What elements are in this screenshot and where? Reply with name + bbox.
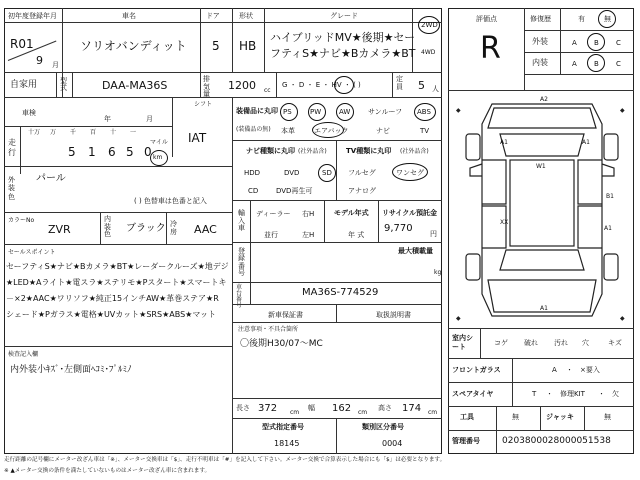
- car-name: ソリオバンディット: [80, 39, 187, 53]
- row-line: [232, 140, 442, 141]
- height-label: 高さ: [378, 404, 392, 412]
- spare-item: ・: [546, 390, 553, 398]
- width-value: 162: [332, 403, 352, 414]
- row-line: [4, 166, 232, 167]
- row-line: [448, 430, 634, 431]
- equip-ps: PS: [283, 108, 292, 116]
- mileage-unit-mile: マイル: [150, 139, 168, 146]
- first-reg-month: 9: [36, 54, 43, 67]
- damage-a1-lower: A1: [604, 225, 612, 232]
- svg-text:◆: ◆: [456, 315, 461, 322]
- drive-4wd: 4WD: [421, 49, 436, 56]
- equip-nav: ナビ: [376, 127, 390, 135]
- col-sep: [276, 72, 277, 97]
- ac-label: 冷房: [170, 220, 177, 237]
- eval-row: [524, 30, 634, 31]
- capacity-unit: 人: [432, 85, 439, 93]
- tools-label: 工具: [460, 413, 474, 421]
- grade-label: グレード: [330, 12, 358, 20]
- int-color-value: ブラック: [126, 223, 166, 234]
- shape-value: HB: [239, 39, 257, 53]
- col-sep: [166, 212, 167, 244]
- int-label: 内装: [532, 58, 548, 67]
- mileage-digit: 6: [108, 145, 116, 159]
- footer-line2: ※ ▲メーター交換の条件を満たしていないものはメーター改ざん車に含まれます。: [4, 468, 211, 474]
- width-label: 幅: [308, 404, 315, 412]
- mileage-unit-label: 一: [130, 129, 137, 136]
- col-sep: [250, 200, 251, 242]
- displacement-label: 排気量: [203, 75, 210, 99]
- interior-item: コゲ: [494, 339, 508, 347]
- nav-hdd: HDD: [244, 169, 261, 177]
- mileage-unit-label: 千: [70, 129, 77, 136]
- col-sep: [496, 406, 497, 454]
- height-unit: cm: [428, 409, 438, 416]
- color-change-note: ( ) 色替車は色番と記入: [134, 197, 207, 205]
- damage-b1: B1: [606, 193, 614, 200]
- first-reg-era: R01: [10, 37, 34, 51]
- model-label: 型式: [60, 77, 67, 92]
- import-parallel: 並行: [264, 231, 278, 239]
- equipment-sub: (装備品の無): [236, 126, 271, 133]
- shift-label: シフト: [194, 101, 213, 108]
- chassis-value: MA36S-774529: [302, 287, 379, 298]
- length-label: 長さ: [236, 404, 250, 412]
- import-label: 輸入車: [238, 209, 245, 233]
- nav-dvd-play: DVD再生可: [276, 187, 313, 195]
- tv-fullseg: フルセグ: [348, 169, 376, 177]
- eval-row: [524, 74, 634, 75]
- length-unit: cm: [290, 409, 300, 416]
- col-sep: [100, 212, 101, 244]
- fuel-options: G ・ D ・ E ・ HV ・ ( ): [282, 81, 361, 89]
- type-no-label: 型式指定番号: [262, 423, 304, 431]
- manual-label: 取扱説明書: [376, 311, 411, 319]
- jack-label: ジャッキ: [546, 413, 574, 421]
- mgmt-label: 管理番号: [452, 437, 480, 445]
- inspector-label: 検査記入欄: [8, 351, 39, 358]
- type-no-value: 18145: [274, 439, 300, 448]
- col-sep: [378, 200, 379, 242]
- front-glass-a: A: [552, 366, 557, 374]
- col-sep: [200, 8, 201, 72]
- col-sep: [336, 418, 337, 454]
- spare-item: T: [532, 390, 537, 398]
- row-line: [232, 200, 442, 201]
- usage-value: 自家用: [10, 80, 38, 90]
- row-line: [232, 282, 442, 283]
- recycle-unit: 円: [430, 230, 437, 238]
- ext-color-value: パール: [36, 173, 66, 184]
- damage-bottom: A1: [540, 305, 548, 312]
- tools-value: 無: [512, 413, 519, 421]
- row-line: [448, 358, 634, 359]
- class-no-value: 0004: [382, 439, 403, 448]
- shift-sep: [172, 97, 173, 157]
- handle-left: 左H: [302, 231, 315, 239]
- shape-label: 形状: [239, 12, 253, 20]
- nav-tv-sep: [336, 140, 337, 200]
- width-unit: cm: [358, 409, 368, 416]
- color-no-label: カラーNo: [8, 217, 35, 224]
- header-divider: [4, 22, 442, 23]
- row-line: [4, 244, 232, 245]
- int-grade-c: C: [616, 60, 621, 68]
- import-dealer: ディーラー: [256, 210, 291, 218]
- equip-pw: PW: [310, 108, 322, 116]
- svg-text:◆: ◆: [620, 107, 625, 114]
- col-sep: [232, 8, 233, 72]
- mileage-unit-label: 十: [110, 129, 117, 136]
- inspection-year: 年: [104, 115, 111, 123]
- interior-item: 汚れ: [554, 339, 568, 347]
- length-value: 372: [258, 403, 278, 414]
- spare-item: 欠: [612, 390, 619, 398]
- equip-leather: 本革: [281, 127, 295, 135]
- spare-item: ・: [598, 390, 605, 398]
- row-line: [232, 242, 442, 243]
- row-line: [448, 328, 634, 329]
- eval-sep: [524, 8, 525, 90]
- nav-dvd: DVD: [284, 169, 300, 177]
- shift-value: IAT: [188, 131, 207, 145]
- first-reg-label: 初年度登録年月: [8, 12, 57, 20]
- sales-point-line: セーフティS★ナビ★Bカメラ★BT★レーダークルーズ★地デジ: [6, 262, 229, 271]
- col-sep: [56, 72, 57, 97]
- capacity-value: 5: [418, 79, 425, 92]
- mileage-digit: 5: [126, 145, 134, 159]
- car-name-label: 車名: [122, 12, 136, 20]
- mileage-digit: 5: [68, 145, 76, 159]
- ext-color-label: 外装色: [8, 176, 15, 201]
- tv-analog: アナログ: [348, 187, 376, 195]
- class-no-label: 類別区分番号: [362, 423, 404, 431]
- notes-value: 〇後期H30/07～MC: [240, 339, 323, 349]
- nav-cd: CD: [248, 187, 259, 195]
- reg-no-label: 登録番号: [238, 247, 245, 278]
- row-line: [448, 406, 634, 407]
- score-value: R: [480, 31, 501, 66]
- sales-point-label: セールスポイント: [8, 249, 56, 256]
- ext-grade-b: B: [594, 39, 599, 47]
- equip-tv: TV: [420, 127, 430, 135]
- max-load-label: 最大積載量: [398, 247, 433, 255]
- row2-top: [4, 72, 442, 73]
- tv-label: TV種類に丸印: [346, 147, 392, 155]
- inspector-note: 内外装小ｷｽﾞ･左側面ﾍｺﾐ･ﾌﾟﾙﾐﾉ: [10, 365, 132, 375]
- drive-2wd: 2WD: [421, 21, 438, 29]
- int-grade-b: B: [594, 60, 599, 68]
- color-no-value: ZVR: [48, 223, 71, 236]
- front-glass-replace: ×要入: [580, 366, 600, 374]
- row-line: [4, 212, 232, 213]
- svg-text:◆: ◆: [456, 107, 461, 114]
- doors-label: ドア: [206, 12, 220, 20]
- col-sep: [264, 8, 265, 72]
- int-grade-a: A: [572, 60, 577, 68]
- inspection-month: 月: [146, 115, 153, 123]
- mileage-unit-km: km: [153, 154, 163, 161]
- first-reg-month-unit: 月: [52, 61, 59, 69]
- row-line: [4, 126, 172, 127]
- displacement-value: 1200: [228, 79, 256, 92]
- mileage-digit: 1: [88, 145, 96, 159]
- sales-point-line: ★LED★Aライト★電スラ★ステリモ★Pスタート★スマートキ: [6, 278, 227, 287]
- displacement-unit: cc: [264, 87, 271, 94]
- fuel-selected-circle: [334, 76, 354, 94]
- height-value: 174: [402, 403, 422, 414]
- equip-sunroof: サンルーフ: [368, 108, 403, 116]
- tv-sub: (社外品含): [400, 148, 429, 155]
- interior-item: キズ: [608, 339, 622, 347]
- nav-sub: (社外品含): [298, 148, 327, 155]
- damage-w1: W1: [536, 163, 546, 170]
- col-sep: [200, 72, 201, 97]
- row-line: [232, 418, 442, 419]
- row-line: [448, 382, 634, 383]
- warranty-label: 新車保証書: [268, 311, 303, 319]
- int-selected-circle: [587, 54, 605, 72]
- recycle-value: 9,770: [384, 223, 413, 234]
- recycle-label: リサイクル預託金: [382, 209, 438, 217]
- mid-sep: [232, 97, 233, 454]
- interior-item: 破れ: [524, 339, 538, 347]
- col-sep: [540, 406, 541, 430]
- sales-point-line: －×2★AAC★ワリソフ★純正15インチAW★革巻ステア★R: [6, 294, 219, 303]
- row-line: [232, 304, 442, 305]
- int-color-label: 内装色: [104, 215, 111, 239]
- model-value: DAA-MA36S: [102, 79, 168, 92]
- interior-item: 穴: [582, 339, 589, 347]
- eval-bottom: [448, 90, 634, 91]
- row-line: [232, 398, 442, 399]
- equip-airbag: エアバック: [314, 127, 349, 135]
- row-line: [232, 322, 442, 323]
- col-sep: [250, 242, 251, 282]
- car-damage-diagram: [452, 94, 632, 326]
- equip-abs: ABS: [417, 108, 431, 116]
- svg-text:◆: ◆: [620, 315, 625, 322]
- repair-yes: 有: [578, 15, 585, 23]
- ext-label: 外装: [532, 37, 548, 46]
- mileage-label: 走行: [8, 138, 16, 158]
- eval-row: [524, 52, 634, 53]
- mileage-unit-label: 万: [50, 129, 57, 136]
- handle-right: 右H: [302, 210, 315, 218]
- ext-grade-c: C: [616, 39, 621, 47]
- score-label: 評価点: [476, 15, 497, 23]
- ext-grade-a: A: [572, 39, 577, 47]
- damage-top: A2: [540, 96, 548, 103]
- col-sep: [480, 328, 481, 358]
- ac-value: AAC: [194, 223, 217, 236]
- spare-label: スペアタイヤ: [452, 390, 494, 398]
- model-year-label: モデル年式: [334, 209, 369, 217]
- model-year-unit: 年 式: [348, 231, 365, 239]
- eval-sep: [560, 8, 561, 74]
- jack-value: 無: [604, 413, 611, 421]
- col-sep: [512, 358, 513, 406]
- col-sep: [324, 200, 325, 242]
- interior-seat-label: 室内シート: [452, 334, 473, 352]
- inspection-label: 車検: [22, 109, 36, 117]
- front-glass-dot: ・: [566, 366, 573, 374]
- repair-no-circle: [598, 10, 616, 28]
- mgmt-no: 0203800028000051538: [502, 436, 611, 446]
- repair-no: 無: [604, 15, 611, 23]
- grade-line2: フティS★ナビ★Bカメラ★BT: [270, 47, 416, 60]
- capacity-label: 定員: [396, 75, 403, 91]
- damage-xx: XX: [500, 219, 509, 226]
- chassis-label: 車台番号: [236, 284, 243, 309]
- front-glass-label: フロントガラス: [452, 366, 501, 374]
- notes-label: 注意事項・不具合箇所: [238, 326, 299, 333]
- repair-label: 修復歴: [530, 15, 551, 23]
- damage-a1-right: A1: [582, 139, 590, 146]
- row-line: [4, 346, 232, 347]
- spare-item: 修理KIT: [560, 390, 585, 398]
- ext-selected-circle: [587, 33, 605, 51]
- doors-value: 5: [212, 39, 220, 53]
- max-load-unit: kg: [434, 269, 442, 276]
- tv-oneseg: ワンセグ: [396, 169, 424, 177]
- row2-bottom: [4, 97, 442, 98]
- footer-line1: 走行距離の記号欄にメーター改ざん車は「※」、メーター交換車は「$」、走行不明車は「#」を記入して下さい。メーター交換で合算表示した場合にも「$」は必要となります。: [4, 457, 446, 463]
- equipment-label: 装備品に丸印: [236, 107, 278, 115]
- damage-a1-left: A1: [500, 139, 508, 146]
- grade-line1: ハイブリッドMV★後期★セー: [270, 31, 416, 44]
- col-sep: [250, 282, 251, 304]
- col-sep: [392, 72, 393, 97]
- sales-point-line: シェード★Pガラス★電格★UVカット★SRS★ABS★マット: [6, 310, 216, 319]
- col-sep: [584, 406, 585, 430]
- col-sep: [72, 72, 73, 97]
- nav-label: ナビ種類に丸印: [246, 147, 295, 155]
- mileage-unit-label: 十万: [28, 129, 41, 136]
- mileage-unit-label: 百: [90, 129, 97, 136]
- nav-sd: SD: [322, 169, 332, 177]
- mileage-digit: 0: [144, 145, 152, 159]
- equip-aw: AW: [339, 108, 351, 116]
- col-sep: [336, 304, 337, 322]
